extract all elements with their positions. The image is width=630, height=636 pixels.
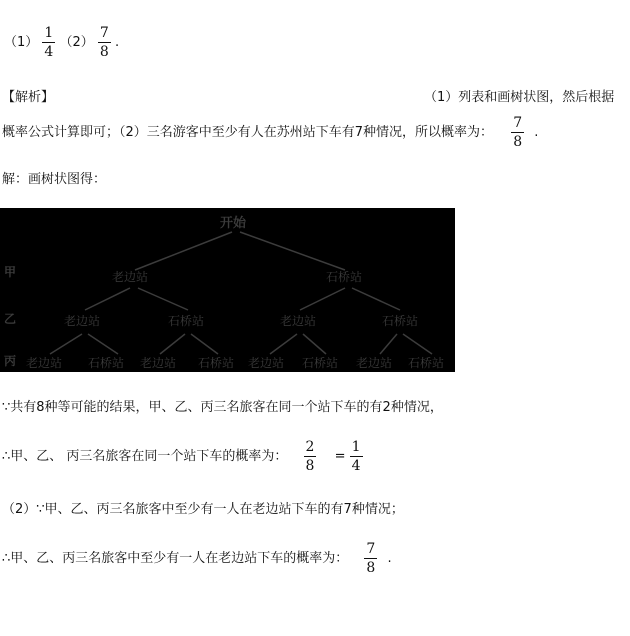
solution-part2-line: （2）∵甲、乙、丙三名旅客中至少有一人在老边站下车的有7种情况；: [2, 502, 404, 517]
analysis-line2: [2, 114, 538, 151]
tree-node: 老边站: [64, 314, 101, 328]
branch-line: [88, 334, 118, 354]
tree-root: 开始: [220, 216, 247, 231]
tree-level-label: 乙: [4, 312, 17, 326]
answer-end: .: [114, 35, 120, 50]
fraction-numerator: 7: [366, 541, 376, 557]
analysis-right-text: （1）列表和画树状图，然后根据: [424, 90, 615, 105]
branch-line: [85, 288, 130, 310]
fraction-denominator: 8: [513, 134, 523, 150]
tree-node: 石桥站: [302, 356, 339, 370]
branch-line: [270, 334, 297, 354]
tree-node: 石桥站: [408, 356, 445, 370]
answer-part2-label: （2）: [59, 35, 94, 50]
branch-line: [352, 288, 400, 310]
tree-node: 石桥站: [382, 314, 419, 328]
analysis-line2-end: .: [534, 125, 539, 140]
fraction-numerator: 1: [44, 25, 54, 41]
tree-node: 老边站: [140, 356, 177, 370]
fraction-denominator: 4: [351, 458, 361, 474]
fraction-denominator: 8: [99, 44, 109, 60]
tree-node: 老边站: [112, 270, 149, 284]
branch-line: [138, 288, 188, 310]
tree-node: 老边站: [248, 356, 285, 370]
tree-diagram: [0, 208, 455, 372]
branch-line: [403, 334, 432, 354]
branch-line: [135, 232, 232, 270]
answer-line: [4, 24, 119, 61]
solution-prob1-fraction-a: [304, 438, 317, 475]
branch-line: [160, 334, 185, 354]
solution-prob1-fraction-b: [350, 438, 363, 475]
tree-branches: [0, 208, 455, 372]
branch-line: [303, 334, 326, 354]
branch-line: [380, 334, 397, 354]
tree-node: 石桥站: [326, 270, 363, 284]
answer-part1-fraction: [42, 24, 55, 61]
branch-line: [240, 232, 345, 270]
analysis-heading: 【解析】: [2, 90, 55, 105]
analysis-line2-fraction: [511, 114, 524, 151]
solution-prob2-text: ∴甲、乙、丙三名旅客中至少有一人在老边站下车的概率为：: [2, 551, 349, 566]
solution-prob2-end: .: [387, 551, 392, 566]
solution-intro: 解：画树状图得：: [2, 172, 107, 187]
solution-total-line: ∵共有8种等可能的结果，甲、乙、丙三名旅客在同一个站下车的有2种情况，: [2, 400, 443, 415]
solution-prob1-equals: =: [334, 449, 346, 464]
tree-node: 石桥站: [88, 356, 125, 370]
tree-level-label: 丙: [4, 354, 17, 368]
analysis-line2-text: 概率公式计算即可；（2）三名游客中至少有人在苏州站下车有7种情况，所以概率为：: [2, 125, 494, 140]
tree-node: 老边站: [26, 356, 63, 370]
branch-line: [300, 288, 345, 310]
answer-part1-label: （1）: [4, 35, 39, 50]
solution-prob1-line: [2, 438, 363, 475]
branch-line: [50, 334, 82, 354]
branch-line: [191, 334, 218, 354]
solution-prob2-fraction: [364, 540, 377, 577]
fraction-numerator: 7: [99, 25, 109, 41]
tree-level-label: 甲: [4, 265, 17, 279]
fraction-numerator: 2: [305, 439, 315, 455]
fraction-numerator: 7: [513, 115, 523, 131]
fraction-numerator: 1: [351, 439, 361, 455]
tree-node: 石桥站: [198, 356, 235, 370]
fraction-denominator: 8: [366, 560, 376, 576]
fraction-denominator: 4: [44, 44, 54, 60]
tree-node: 老边站: [280, 314, 317, 328]
answer-part2-fraction: [98, 24, 111, 61]
tree-node: 石桥站: [168, 314, 205, 328]
solution-prob1-text: ∴甲、乙、 丙三名旅客在同一个站下车的概率为：: [2, 449, 288, 464]
solution-prob2-line: [2, 540, 392, 577]
fraction-denominator: 8: [305, 458, 315, 474]
tree-node: 老边站: [356, 356, 393, 370]
